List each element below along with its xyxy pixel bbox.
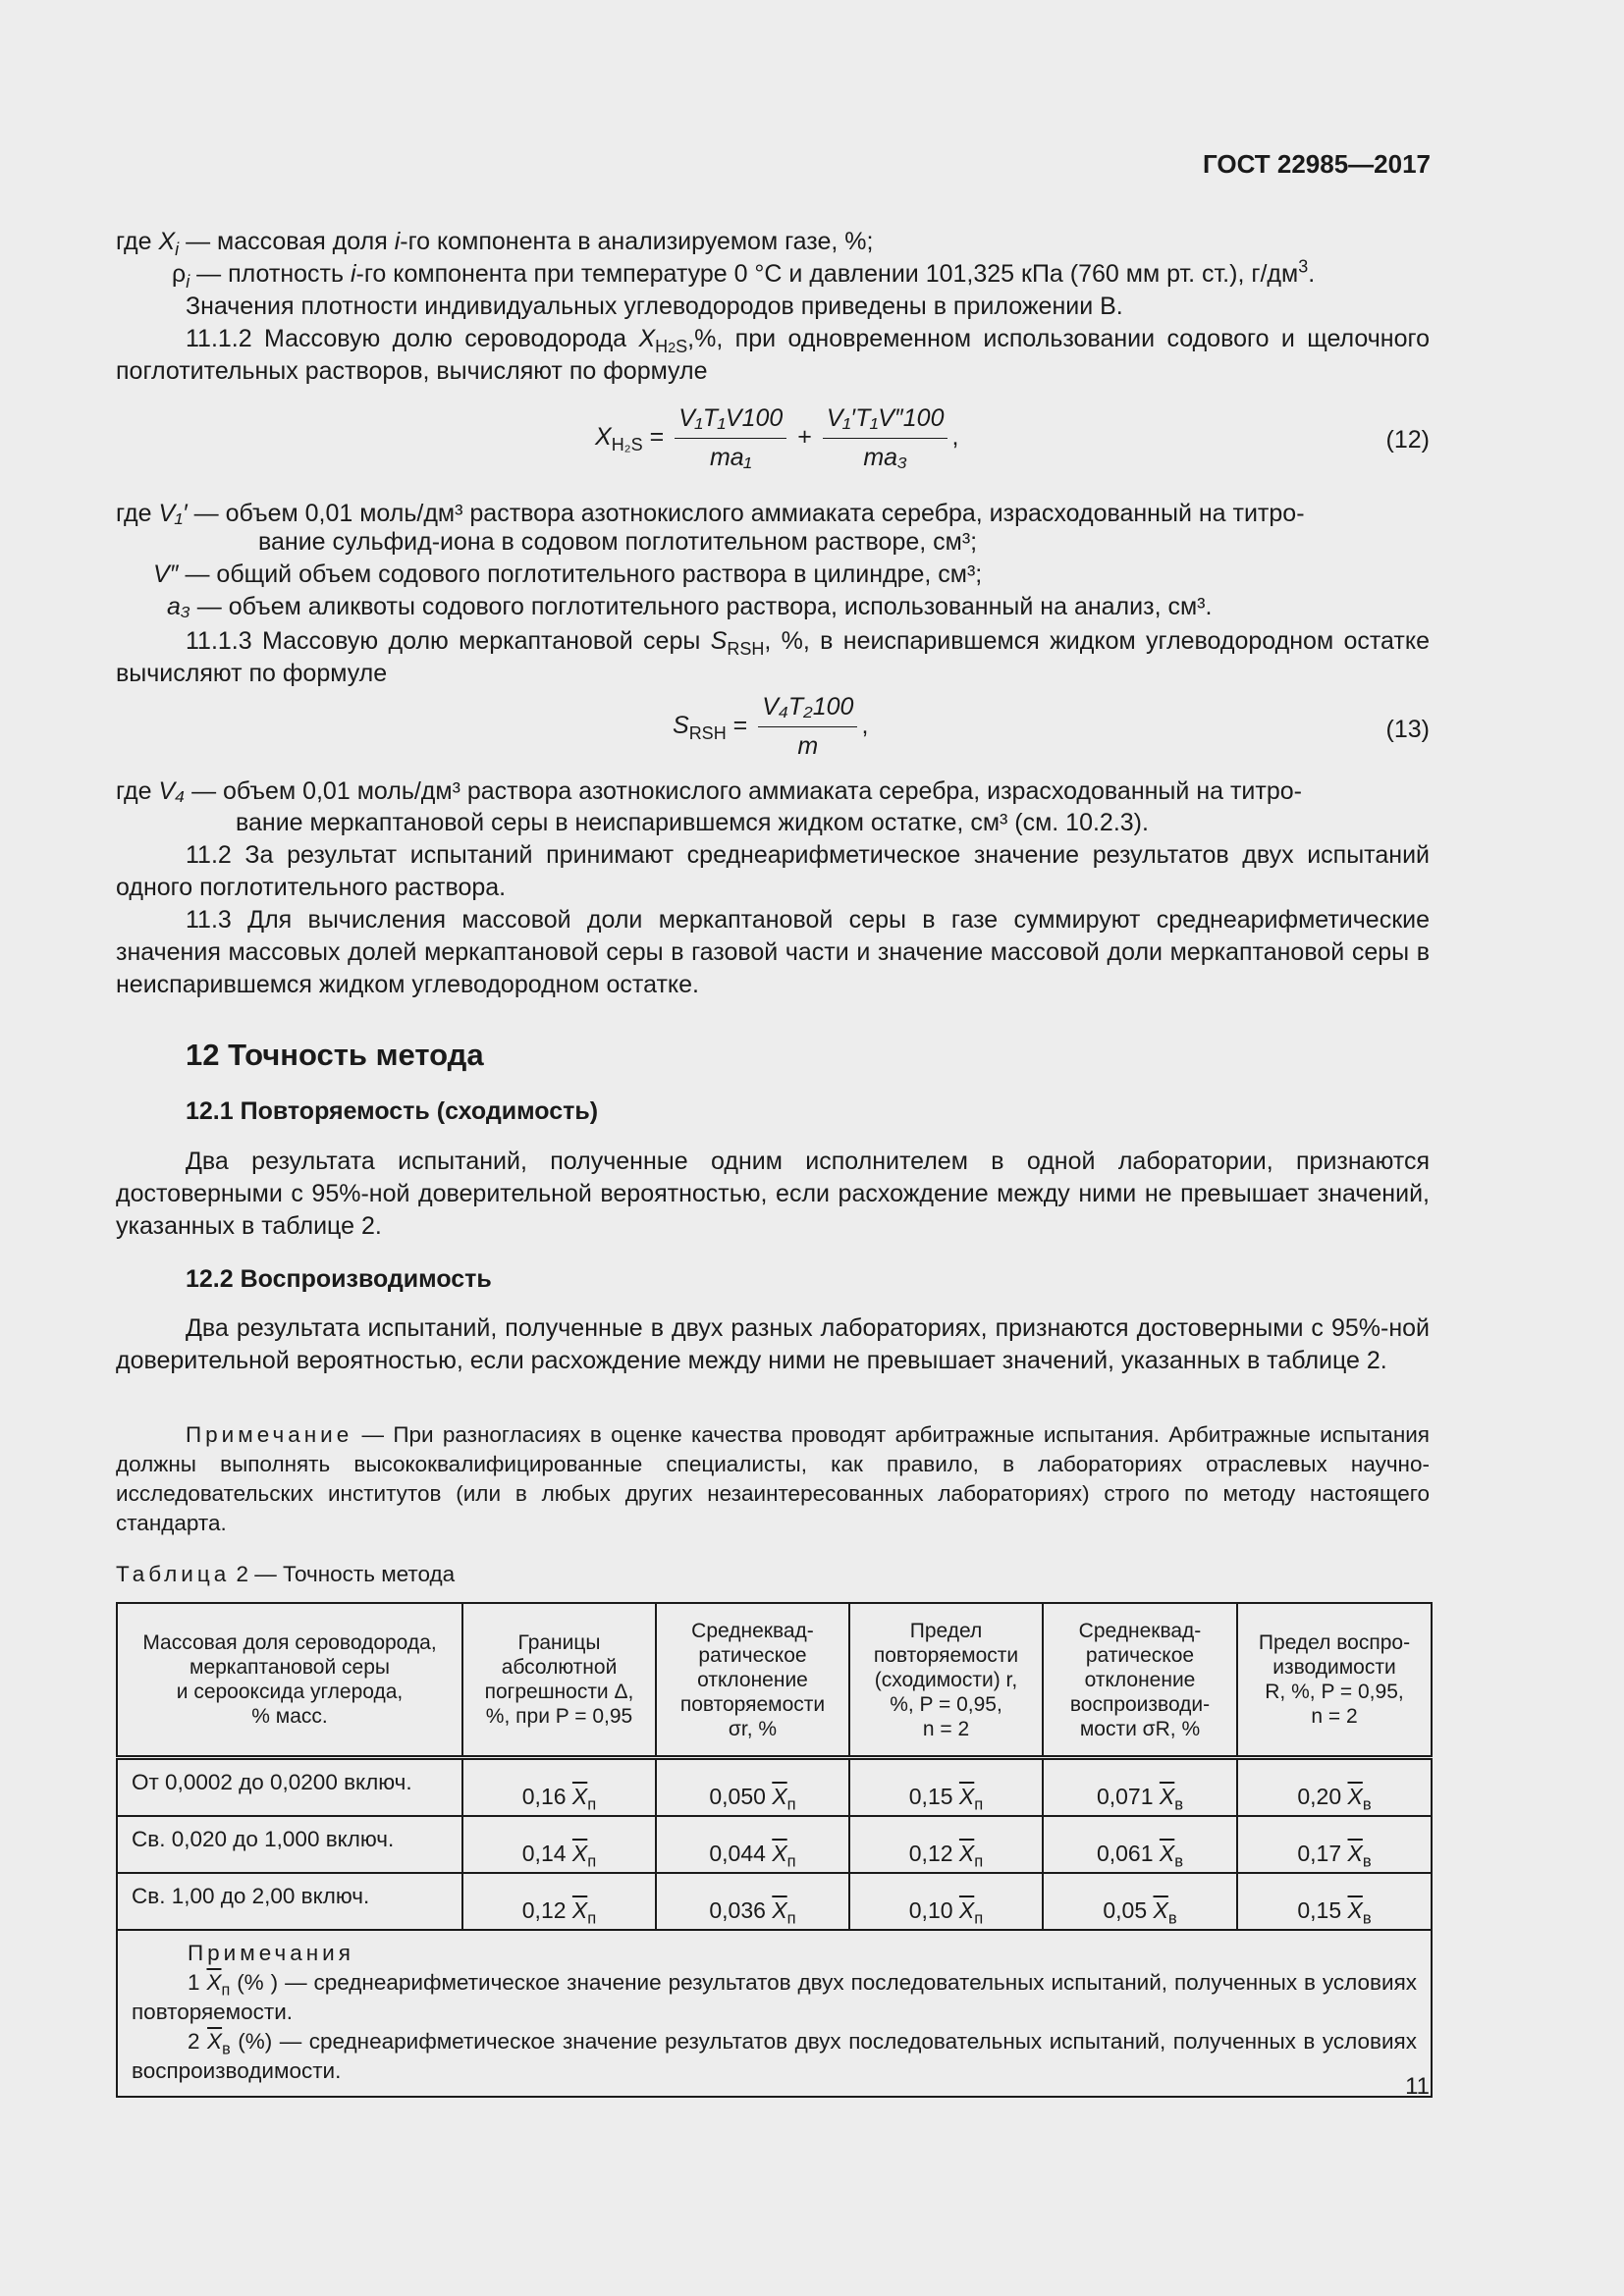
value-cell: 0,061 $\overline{X}_в$	[1043, 1816, 1237, 1873]
paragraph-11-1-2: 11.1.2 Массовую долю сероводорода $X_{H2S},\%$, при одновременном использовании содового и щелочного поглотительных растворов, вычисляют по формуле	[116, 325, 1430, 385]
header-reproducibility-limit: Предел воспро- изводимости R, %, P = 0,95, n = 2	[1237, 1603, 1432, 1758]
accuracy-table	[116, 1602, 1433, 2098]
formula-13: $S_{RSH}$ = $\frac{\text{V₄T₂100}}{m}$ ,	[673, 693, 869, 760]
section-12-2-title: 12.2 Воспроизводимость	[186, 1265, 492, 1293]
table-notes	[117, 1930, 1432, 2097]
section-12-title: 12 Точность метода	[186, 1038, 484, 1072]
value-cell: 0,05 $\overline{X}_в$	[1043, 1873, 1237, 1930]
value-cell: 0,14 $\overline{X}_п$	[462, 1816, 656, 1873]
value-cell: 0,12 $\overline{X}_п$	[462, 1873, 656, 1930]
value-cell: 0,10 $\overline{X}_п$	[849, 1873, 1043, 1930]
density-note: Значения плотности индивидуальных углеводородов приведены в приложении В.	[186, 293, 1123, 320]
section-12-2-text: Два результата испытаний, полученные в двух разных лабораториях, признаются достоверными с 95%-ной доверительной вероятностью, если расхождение между ними не превышает значений, указанных в таблице 2.	[116, 1314, 1430, 1374]
range-cell: Св. 1,00 до 2,00 включ.	[117, 1873, 462, 1930]
section-12-1-title: 12.1 Повторяемость (сходимость)	[186, 1097, 599, 1125]
paragraph-11-2: 11.2 За результат испытаний принимают среднеарифметическое значение результатов двух испытаний одного поглотительного раствора.	[116, 841, 1430, 901]
table-row	[117, 1758, 1432, 1817]
table-notes-row	[117, 1930, 1432, 2097]
v2-definition: V″ — общий объем содового поглотительного раствора в цилиндре, см³;	[153, 561, 983, 588]
value-cell: 0,20 $\overline{X}_в$	[1237, 1758, 1432, 1817]
notes-label: Примечания	[188, 1941, 354, 1965]
value-cell: 0,15 $\overline{X}_п$	[849, 1758, 1043, 1817]
value-cell: 0,071 $\overline{X}_в$	[1043, 1758, 1237, 1817]
v4-definition-cont: вание меркаптановой серы в неиспарившемся жидком остатке, см³ (см. 10.2.3).	[236, 809, 1149, 836]
value-cell: 0,17 $\overline{X}_в$	[1237, 1816, 1432, 1873]
rho-definition: $\rho_i$ — плотность i-го компонента при температуре 0 °С и давлении 101,325 кПа (760 мм рт. ст.), $г/дм^3$.	[172, 256, 1316, 292]
v4-definition: где V₄ — объем 0,01 моль/дм³ раствора азотнокислого аммиаката серебра, израсходованный на титро-	[116, 777, 1302, 805]
a3-definition: a₃ — объем аликвоты содового поглотительного раствора, использованный на анализ, см³.	[167, 593, 1213, 620]
xi-definition: где $X_i$ — массовая доля i-го компонента в анализируемом газе, %;	[116, 228, 874, 259]
page-number: 11	[1405, 2073, 1430, 2100]
table-note-1: 1 $\overline{X}_п$ (% ) — среднеарифметическое значение результатов двух последовательных испытаний, полученных в условиях повторяемости.	[132, 1970, 1418, 2024]
document-header: ГОСТ 22985—2017	[1203, 149, 1431, 179]
header-reproducibility-sd: Среднеквад- ратическое отклонение воспроизводи- мости σR, %	[1043, 1603, 1237, 1758]
table-row	[117, 1816, 1432, 1873]
value-cell: 0,15 $\overline{X}_в$	[1237, 1873, 1432, 1930]
v1-definition-cont: вание сульфид-иона в содовом поглотительном растворе, см³;	[258, 528, 978, 556]
paragraph-11-1-3: 11.1.3 Массовую долю меркаптановой серы $S_{RSH}$, %, в неиспарившемся жидком углеводородном остатке вычисляют по формуле	[116, 627, 1430, 687]
formula-12: $X_{H_2S}$ = $\frac{\text{V₁T₁V100}}{\text{ma₁}}$ + $\frac{\text{V₁′T₁V″100}}{\text{ma₃}}$ ,	[595, 404, 959, 471]
value-cell: 0,12 $\overline{X}_п$	[849, 1816, 1043, 1873]
table-row	[117, 1873, 1432, 1930]
table-header-row	[117, 1603, 1432, 1758]
header-repeatability-sd: Среднеквад- ратическое отклонение повторяемости σr, %	[656, 1603, 849, 1758]
value-cell: 0,036 $\overline{X}_п$	[656, 1873, 849, 1930]
range-cell: Св. 0,020 до 1,000 включ.	[117, 1816, 462, 1873]
value-cell: 0,044 $\overline{X}_п$	[656, 1816, 849, 1873]
table-caption: Таблица 2 — Точность метода	[116, 1562, 456, 1586]
header-repeatability-limit: Предел повторяемости (сходимости) r, %, P = 0,95, n = 2	[849, 1603, 1043, 1758]
header-mass-fraction: Массовая доля сероводорода, меркаптановой серы и серооксида углерода, % масс.	[117, 1603, 462, 1758]
value-cell: 0,050 $\overline{X}_п$	[656, 1758, 849, 1817]
header-error-bounds: Границы абсолютной погрешности Δ, %, при P = 0,95	[462, 1603, 656, 1758]
paragraph-11-3: 11.3 Для вычисления массовой доли меркаптановой серы в газе суммируют среднеарифметические значения массовых долей меркаптановой серы в газовой части и значение массовой доли меркаптановой серы в неиспарившемся жидком углеводородном остатке.	[116, 906, 1430, 998]
v1-definition: где V₁′ — объем 0,01 моль/дм³ раствора азотнокислого аммиаката серебра, израсходованный на титро-	[116, 500, 1305, 527]
range-cell: От 0,0002 до 0,0200 включ.	[117, 1758, 462, 1817]
section-12-1-text: Два результата испытаний, полученные одним исполнителем в одной лаборатории, признаются достоверными с 95%-ной доверительной вероятностью, если расхождение между ними не превышает значений, указанных в таблице 2.	[116, 1148, 1430, 1240]
arbitration-note: Примечание — При разногласиях в оценке качества проводят арбитражные испытания. Арбитражные испытания должны выполнять высококвалифицированные специалисты, как правило, в лабораториях отраслевых научно-исследовательских институтов (или в любых других незаинтересованных лабораториях) строго по методу настоящего стандарта.	[116, 1422, 1430, 1535]
formula-13-number: (13)	[1385, 716, 1430, 743]
formula-12-number: (12)	[1385, 426, 1430, 454]
table-note-2: 2 $\overline{X}_в$ (%) — среднеарифметическое значение результатов двух последовательных испытаний, полученных в условиях воспроизводимости.	[132, 2029, 1417, 2083]
value-cell: 0,16 $\overline{X}_п$	[462, 1758, 656, 1817]
